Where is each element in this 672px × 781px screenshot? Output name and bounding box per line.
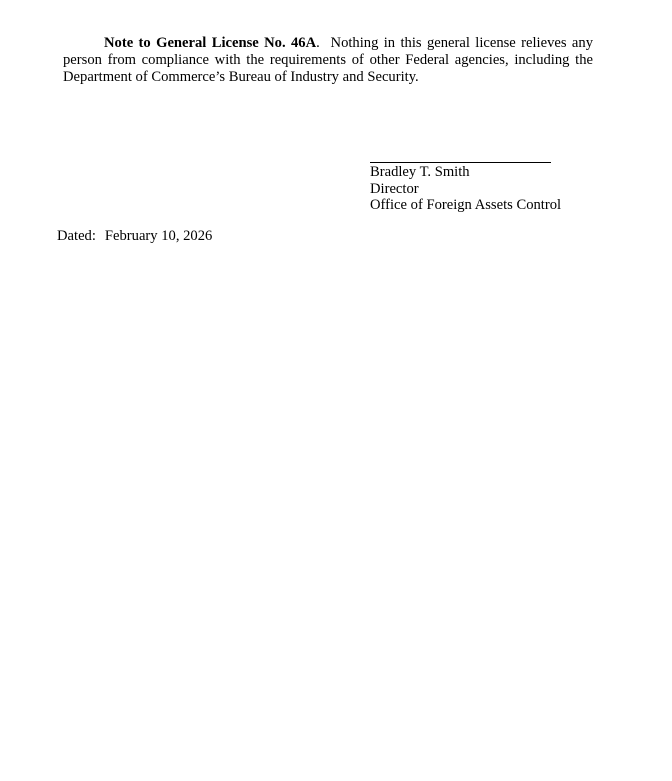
signatory-name: Bradley T. Smith	[370, 164, 470, 180]
signatory-title: Director	[370, 180, 419, 197]
note-heading: Note to General License No. 46A	[104, 35, 317, 51]
dated-line	[57, 228, 212, 245]
signature-block	[370, 149, 630, 214]
note-paragraph	[63, 35, 597, 86]
dated-date: February 10, 2026	[104, 228, 213, 244]
signature-line	[370, 162, 551, 163]
signature-text	[370, 164, 630, 214]
note-body: Nothing in this general license relieves any person from compliance with the requirements of other Federal agencies, including the Department of Commerce’s Bureau of Industry and Security.	[63, 35, 597, 85]
dated-label: Dated:	[57, 228, 96, 244]
note-heading-period: .	[316, 35, 320, 51]
signatory-office: Office of Foreign Assets Control	[370, 197, 562, 213]
